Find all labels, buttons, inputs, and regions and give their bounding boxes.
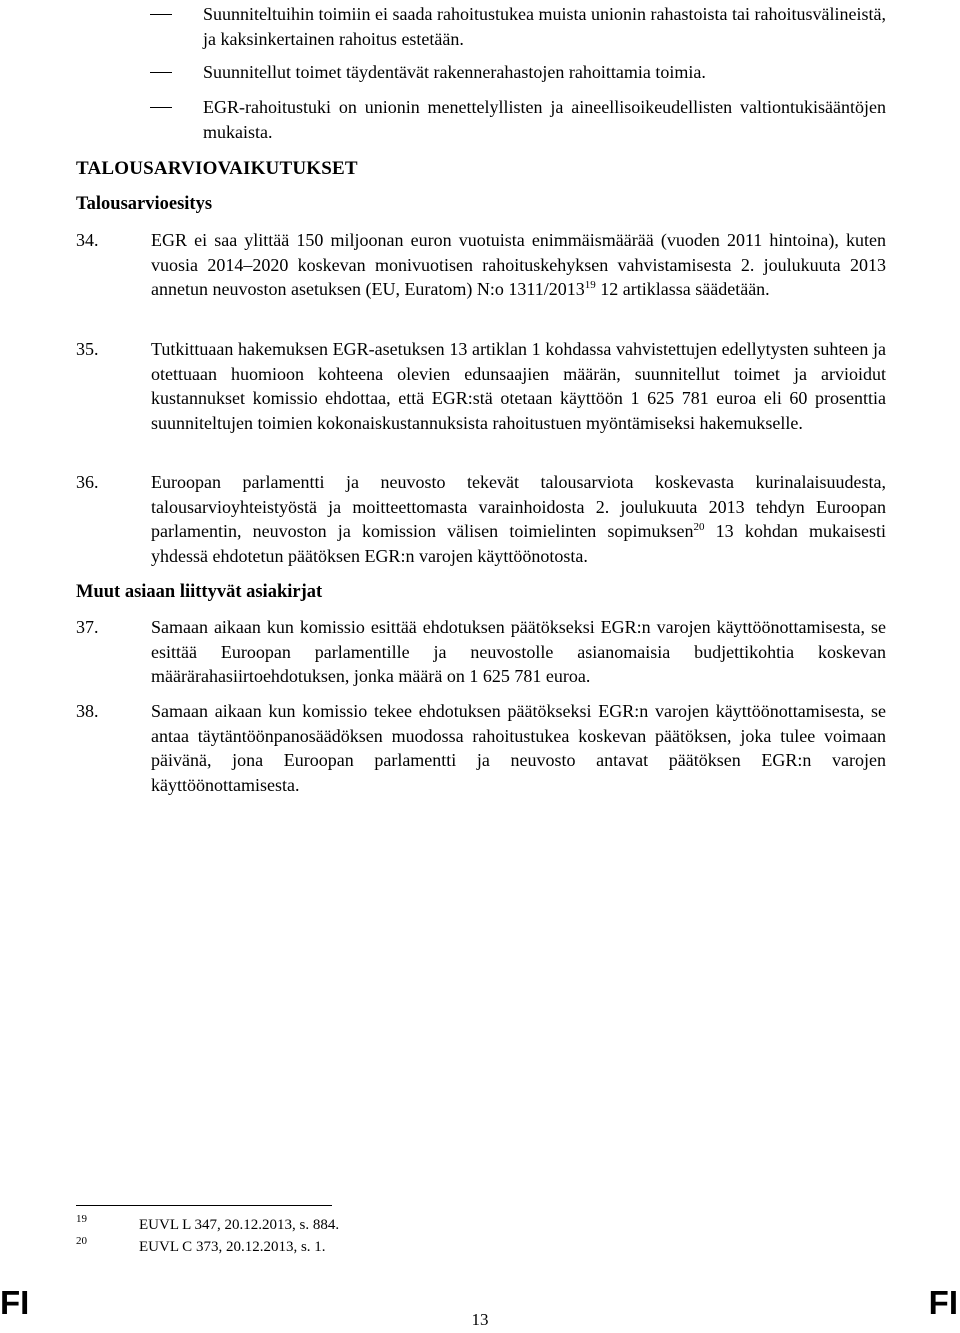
paragraph-text: Samaan aikaan kun komissio tekee ehdotuksen päätökseksi EGR:n varojen käyttöönottamisesta, se antaa täytäntöönpanosäädöksen muodossa rahoitustukea koskevan päätöksen, joka tulee voimaan päivänä, jona Euroopan parlamentti ja neuvosto antavat päätöksen EGR:n varojen käyttöönottamisesta. <box>151 701 886 795</box>
paragraph-38 <box>76 699 886 797</box>
footnote-ref: 19 <box>584 279 596 291</box>
bullet-item <box>150 95 886 144</box>
paragraph-34 <box>76 228 886 302</box>
bullet-text: Suunniteltuihin toimiin ei saada rahoitustukea muista unionin rahastoista tai rahoitusvälineistä, ja kaksinkertainen rahoitus estetään. <box>203 4 886 49</box>
footnote-number: 20 <box>76 1235 87 1247</box>
footnote-text: EUVL C 373, 20.12.2013, s. 1. <box>139 1239 326 1255</box>
dash-bullet-icon <box>150 72 172 73</box>
paragraph-text: EGR ei saa ylittää 150 miljoonan euron vuotuista enimmäismäärää (vuoden 2011 hintoina), kuten vuosia 2014–2020 koskevan monivuotisen rahoituskehyksen vahvistamisesta 2. joulukuuta 2013 annetun neuvoston asetuksen (EU, Euratom) N:o 1311/2013$^{19}$ 12 artiklassa säädetään. <box>151 230 886 299</box>
paragraph-text: Euroopan parlamentti ja neuvosto tekevät talousarviota koskevasta kurinalaisuudesta, talousarvioyhteistyöstä ja moitteettomasta varainhoidosta 2. joulukuuta 2013 tehdyn Euroopan parlamentin, neuvoston ja komission välisen toimielinten sopimuksen$^{20}$ 13 kohdan mukaisesti yhdessä ehdotetun päätöksen EGR:n varojen käyttöönotosta. <box>151 472 887 566</box>
footnote-divider <box>76 1205 332 1206</box>
paragraph-number: 37. <box>76 617 99 637</box>
paragraph-number: 38. <box>76 701 99 721</box>
paragraph-37 <box>76 615 886 689</box>
paragraph-text: Tutkittuaan hakemuksen EGR-asetuksen 13 artiklan 1 kohdassa vahvistettujen edellytysten suhteen ja otettuaan huomioon kohteena olevien edunsaajien määrän, suunnitellut toimet ja arvioidut kustannukset komissio ehdottaa, että EGR:stä otetaan käyttöön 1 625 781 euroa eli 60 prosenttia suunniteltujen toimien kokonaiskustannuksista rahoitustuen myöntämiseksi hakemukselle. <box>151 339 886 433</box>
footer-language-right: FI <box>928 1284 958 1321</box>
footnote <box>76 1215 339 1235</box>
paragraph-35 <box>76 337 886 435</box>
page-number: 13 <box>471 1310 489 1329</box>
bullet-item <box>150 2 886 51</box>
dash-bullet-icon <box>150 14 172 15</box>
paragraph-36 <box>76 470 886 568</box>
footnote-number: 19 <box>76 1213 87 1225</box>
paragraph-number: 36. <box>76 472 99 492</box>
footnote <box>76 1237 326 1257</box>
paragraph-text: Samaan aikaan kun komissio esittää ehdotuksen päätökseksi EGR:n varojen käyttöönottamisesta, se esittää Euroopan parlamentille ja neuvostolle asianomaisia budjettikohtia koskevan määrärahasiirtoehdotuksen, jonka määrä on 1 625 781 euroa. <box>151 617 886 686</box>
paragraph-number: 34. <box>76 230 99 250</box>
paragraph-number: 35. <box>76 339 99 359</box>
section-heading: TALOUSARVIOVAIKUTUKSET <box>76 158 358 179</box>
footnote-ref: 20 <box>693 521 705 533</box>
bullet-text: Suunnitellut toimet täydentävät rakennerahastojen rahoittamia toimia. <box>203 62 706 82</box>
bullet-item <box>150 60 886 85</box>
subheading-budget: Talousarvioesitys <box>76 194 213 214</box>
footer-language-left: FI <box>0 1284 30 1321</box>
dash-bullet-icon <box>150 107 172 108</box>
subheading-other-documents: Muut asiaan liittyvät asiakirjat <box>76 582 323 602</box>
bullet-text: EGR-rahoitustuki on unionin menettelyllisten ja aineellisoikeudellisten valtiontukisääntöjen mukaista. <box>203 97 886 142</box>
footnote-text: EUVL L 347, 20.12.2013, s. 884. <box>139 1217 340 1233</box>
